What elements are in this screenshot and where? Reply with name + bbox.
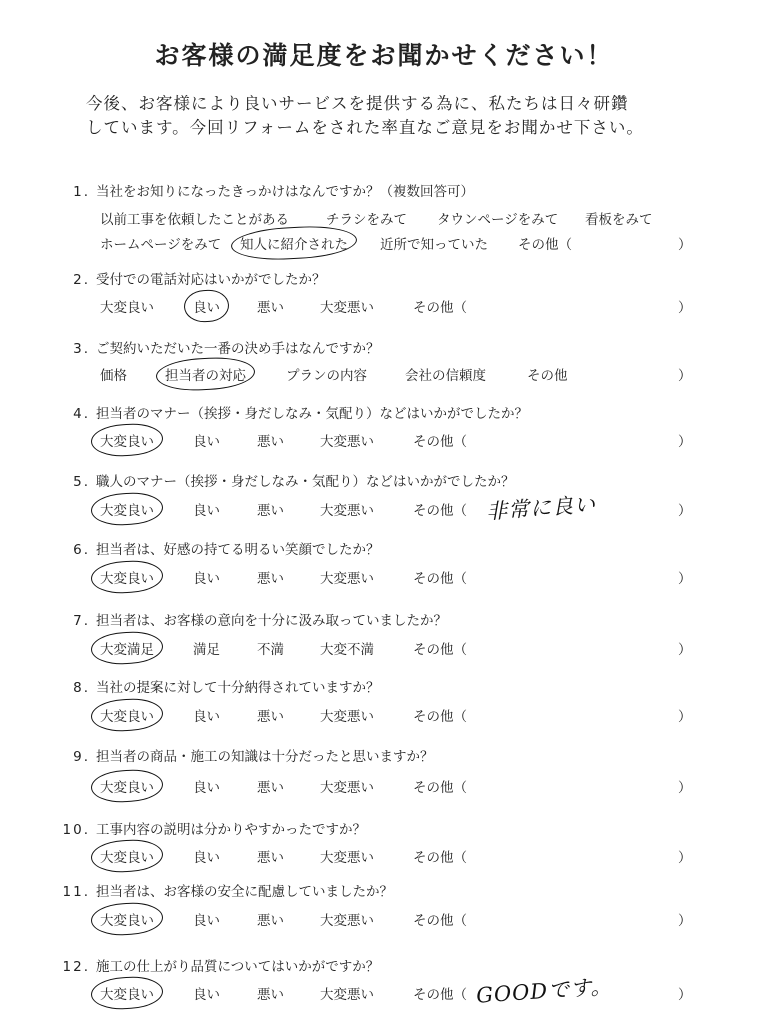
option-very-bad[interactable]: 大変悪い [320,300,374,316]
intro-line-2: しています。今回リフォームをされた率直なご意見をお聞かせ下さい。 [86,118,644,137]
option-good-circled[interactable]: 良い [193,296,220,316]
intro-text [86,92,726,140]
option-very-bad[interactable]: 大変悪い [320,780,374,796]
option-very-good-circled[interactable]: 大変良い [100,499,154,519]
question-number: 11. [62,884,90,900]
question-text: 当社の提案に対して十分納得されていますか？ [96,680,380,696]
question-number: 9. [73,749,90,765]
option-very-good-circled[interactable]: 大変良い [100,909,154,929]
option-bad[interactable]: 悪い [257,571,284,587]
handwritten-comment: GOODです。 [475,974,614,1008]
paren-close: ） [678,850,692,866]
paren-close: ） [678,642,692,658]
option-very-good[interactable]: 大変良い [100,300,154,316]
option-bad[interactable]: 悪い [257,780,284,796]
question-text: ご契約いただいた一番の決め手はなんですか？ [96,341,380,357]
option-very-good-circled[interactable]: 大変良い [100,430,154,450]
option-other[interactable]: その他（ [413,987,467,1003]
question-number: 7. [73,613,90,629]
option-other[interactable]: その他（ [413,913,467,929]
option-very-satisfied-circled[interactable]: 大変満足 [100,638,154,658]
question-text: 担当者は、お客様の安全に配慮していましたか？ [96,884,393,900]
option-very-bad[interactable]: 大変悪い [320,709,374,725]
option-bad[interactable]: 悪い [257,434,284,450]
paren-close: ） [678,300,692,316]
option-referral-circled[interactable]: 知人に紹介された [240,233,348,253]
option-other[interactable]: その他（ [413,434,467,450]
option-good[interactable]: 良い [193,434,220,450]
question-text: 当社をお知りになったきっかけはなんですか？（複数回答可） [96,184,474,200]
option-very-good-circled[interactable]: 大変良い [100,846,154,866]
paren-close: ） [678,987,692,1003]
option-other[interactable]: その他（ [413,503,467,519]
option-very-dissatisfied[interactable]: 大変不満 [320,642,374,658]
option-good[interactable]: 良い [193,780,220,796]
question-text: 担当者のマナー（挨拶・身だしなみ・気配り）などはいかがでしたか？ [96,406,528,422]
question-number: 10. [62,822,90,838]
option-very-good-circled[interactable]: 大変良い [100,983,154,1003]
question-number: 3. [73,341,90,357]
option-bad[interactable]: 悪い [257,987,284,1003]
question-number: 5. [73,474,90,490]
option-good[interactable]: 良い [193,913,220,929]
paren-close: ） [678,571,692,587]
option-other[interactable]: その他（ [413,709,467,725]
option-good[interactable]: 良い [193,571,220,587]
option-plan-content[interactable]: プランの内容 [286,368,367,384]
intro-line-1: 今後、お客様により良いサービスを提供する為に、私たちは日々研鑽 [86,94,629,113]
option-other[interactable]: その他（ [413,300,467,316]
option-staff-response-circled[interactable]: 担当者の対応 [165,364,246,384]
option-other[interactable]: その他（ [518,237,572,253]
paren-close: ） [678,503,692,519]
option-signboard[interactable]: 看板をみて [585,212,653,228]
option-bad[interactable]: 悪い [257,850,284,866]
paren-close: ） [678,237,692,253]
option-price[interactable]: 価格 [100,368,127,384]
question-text: 担当者は、お客様の意向を十分に汲み取っていましたか？ [96,613,447,629]
option-company-trust[interactable]: 会社の信頼度 [405,368,486,384]
option-good[interactable]: 良い [193,850,220,866]
option-very-bad[interactable]: 大変悪い [320,850,374,866]
survey-title: お客様の満足度をお聞かせください！ [154,41,614,70]
option-very-good-circled[interactable]: 大変良い [100,705,154,725]
handwritten-comment: 非常に良い [485,492,597,524]
question-number: 8. [73,680,90,696]
option-bad[interactable]: 悪い [257,709,284,725]
option-bad[interactable]: 悪い [257,300,284,316]
option-very-bad[interactable]: 大変悪い [320,434,374,450]
option-other[interactable]: その他 [527,368,568,384]
paren-close: ） [678,913,692,929]
option-town-pages[interactable]: タウンページをみて [437,212,559,228]
option-flyer[interactable]: チラシをみて [326,212,407,228]
option-bad[interactable]: 悪い [257,503,284,519]
question-number: 6. [73,542,90,558]
paren-close: ） [678,780,692,796]
question-text: 担当者は、好感の持てる明るい笑顔でしたか？ [96,542,380,558]
question-number: 4. [73,406,90,422]
option-good[interactable]: 良い [193,709,220,725]
option-other[interactable]: その他（ [413,571,467,587]
paren-close: ） [678,434,692,450]
option-very-bad[interactable]: 大変悪い [320,913,374,929]
option-very-bad[interactable]: 大変悪い [320,503,374,519]
question-number: 2. [73,272,90,288]
option-very-good-circled[interactable]: 大変良い [100,776,154,796]
question-text: 担当者の商品・施工の知識は十分だったと思いますか？ [96,749,434,765]
option-very-good-circled[interactable]: 大変良い [100,567,154,587]
option-bad[interactable]: 悪い [257,913,284,929]
option-other[interactable]: その他（ [413,642,467,658]
question-number: 12. [62,959,90,975]
question-text: 受付での電話対応はいかがでしたか？ [96,272,326,288]
option-good[interactable]: 良い [193,503,220,519]
paren-close: ） [678,709,692,725]
question-text: 工事内容の説明は分かりやすかったですか？ [96,822,366,838]
question-text: 施工の仕上がり品質についてはいかがですか？ [96,959,380,975]
question-text: 職人のマナー（挨拶・身だしなみ・気配り）などはいかがでしたか？ [96,474,515,490]
question-number: 1. [73,184,90,200]
option-good[interactable]: 良い [193,987,220,1003]
option-other[interactable]: その他（ [413,780,467,796]
option-very-bad[interactable]: 大変悪い [320,987,374,1003]
paren-close: ） [678,368,692,384]
option-dissatisfied[interactable]: 不満 [257,642,284,658]
option-homepage[interactable]: ホームページをみて [100,237,222,253]
option-previous-work[interactable]: 以前工事を依頼したことがある [100,212,289,228]
option-satisfied[interactable]: 満足 [193,642,220,658]
option-neighborhood[interactable]: 近所で知っていた [380,237,488,253]
option-other[interactable]: その他（ [413,850,467,866]
option-very-bad[interactable]: 大変悪い [320,571,374,587]
